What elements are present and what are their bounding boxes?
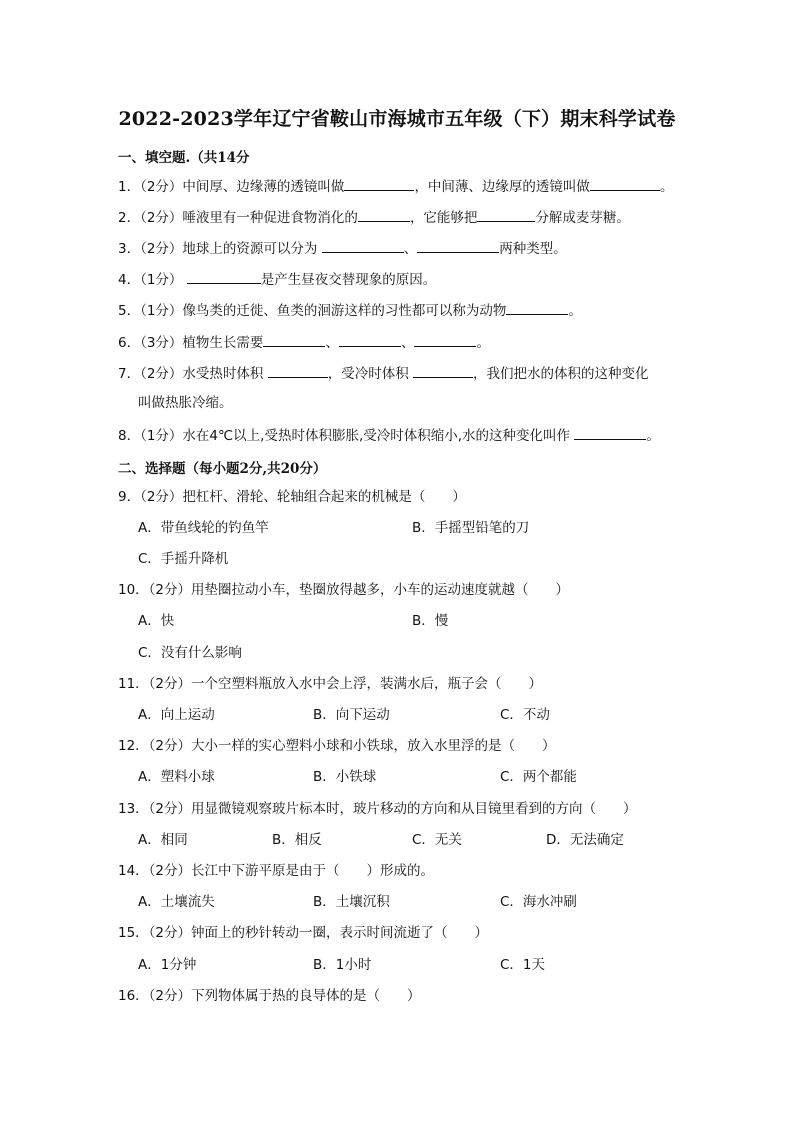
question-6 (118, 332, 490, 352)
q12-option-c: C．两个都能 (500, 769, 577, 785)
question-5-text: 。 (568, 303, 582, 319)
question-1-text: ，中间薄、边缘厚的透镜叫做 (414, 179, 590, 195)
question-7-text: ，受冷时体积 (327, 366, 414, 382)
question-2 (118, 207, 630, 227)
q14-option-a: A．土壤流失 (138, 894, 215, 910)
question-8-text: 8．（1分）水在4℃以上,受热时体积膨胀,受冷时体积缩小,水的这种变化叫作 (118, 428, 575, 444)
question-10: 10．（2分）用垫圈拉动小车，垫圈放得越多，小车的运动速度就越（ ） (118, 582, 570, 598)
q10-option-a: A．快 (138, 613, 175, 629)
question-14: 14．（2分）长江中下游平原是由于（ ）形成的。 (118, 863, 435, 879)
question-7-text: ，我们把水的体积的这种变化 (473, 366, 649, 382)
q12-option-a: A．塑料小球 (138, 769, 215, 785)
answer-blank (268, 363, 328, 378)
answer-blank (263, 332, 325, 347)
question-7 (118, 363, 649, 383)
q13-option-c: C．无关 (412, 832, 462, 848)
q9-option-a: A．带鱼线轮的钓鱼竿 (138, 520, 269, 536)
section-choice-heading: 二、选择题（每小题2分,共20分） (118, 461, 327, 477)
answer-blank (506, 300, 568, 315)
question-1-text: 。 (659, 179, 674, 195)
question-7-text: 7．（2分）水受热时体积 (118, 366, 268, 382)
question-3-text: 3．（2分）地球上的资源可以分为 (118, 241, 322, 257)
answer-blank (413, 363, 473, 378)
answer-blank (322, 238, 404, 253)
question-13: 13．（2分）用显微镜观察玻片标本时，玻片移动的方向和从目镜里看到的方向（ ） (118, 801, 637, 817)
answer-blank (187, 269, 261, 284)
q11-option-b: B．向下运动 (313, 707, 390, 723)
question-9: 9．（2分）把杠杆、滑轮、轮轴组合起来的机械是（ ） (118, 489, 466, 505)
q11-option-a: A．向上运动 (138, 707, 215, 723)
question-6-text: 6．（3分）植物生长需要 (118, 335, 264, 351)
question-8 (118, 425, 660, 445)
q14-option-c: C．海水冲刷 (500, 894, 577, 910)
question-7-continuation: 叫做热胀冷缩。 (138, 395, 233, 411)
q11-option-c: C．不动 (500, 707, 550, 723)
answer-blank (344, 176, 414, 191)
answer-blank (414, 332, 476, 347)
question-15: 15．（2分）钟面上的秒针转动一圈，表示时间流逝了（ ） (118, 925, 489, 941)
answer-blank (358, 207, 410, 222)
section-fill-blank-heading: 一、填空题.（共14分 (118, 150, 250, 166)
question-8-text: 。 (646, 428, 660, 444)
answer-blank (574, 425, 646, 440)
question-1-text: 1．（2分）中间厚、边缘薄的透镜叫做 (118, 179, 345, 195)
question-4-text: 4．（1分） (118, 272, 187, 288)
q9-option-b: B．手摇型铅笔的刀 (412, 520, 530, 536)
q13-option-b: B．相反 (272, 832, 322, 848)
question-4 (118, 269, 436, 289)
question-6-text: 、 (400, 335, 415, 351)
question-5-text: 5．（1分）像鸟类的迁徙、鱼类的洄游这样的习性都可以称为动物 (118, 303, 507, 319)
q13-option-a: A．相同 (138, 832, 188, 848)
question-3-text: 、 (403, 241, 418, 257)
q15-option-c: C．1天 (500, 957, 546, 973)
question-2-text: 2．（2分）唾液里有一种促进食物消化的 (118, 210, 358, 226)
answer-blank (477, 207, 535, 222)
question-12: 12．（2分）大小一样的实心塑料小球和小铁球，放入水里浮的是（ ） (118, 738, 556, 754)
question-3 (118, 238, 567, 258)
q10-option-c: C．没有什么影响 (138, 645, 242, 661)
answer-blank (417, 238, 499, 253)
question-6-text: 、 (325, 335, 339, 351)
question-4-text: 是产生昼夜交替现象的原因。 (260, 272, 437, 288)
q15-option-b: B．1小时 (313, 957, 372, 973)
question-5 (118, 300, 582, 320)
q12-option-b: B．小铁球 (313, 769, 377, 785)
q9-option-c: C．手摇升降机 (138, 551, 229, 567)
question-2-text: 分解成麦芽糖。 (535, 210, 630, 226)
answer-blank (590, 176, 660, 191)
question-11: 11．（2分）一个空塑料瓶放入水中会上浮，装满水后，瓶子会（ ） (118, 676, 543, 692)
page-title: 2022-2023学年辽宁省鞍山市海城市五年级（下）期末科学试卷 (118, 108, 676, 130)
question-1 (118, 176, 673, 196)
answer-blank (339, 332, 401, 347)
q13-option-d: D．无法确定 (546, 832, 624, 848)
question-16: 16．（2分）下列物体属于热的良导体的是（ ） (118, 988, 421, 1004)
question-3-text: 两种类型。 (499, 241, 567, 257)
q10-option-b: B．慢 (412, 613, 449, 629)
question-6-text: 。 (476, 335, 490, 351)
q15-option-a: A．1分钟 (138, 957, 197, 973)
q14-option-b: B．土壤沉积 (313, 894, 390, 910)
question-2-text: ，它能够把 (409, 210, 478, 226)
